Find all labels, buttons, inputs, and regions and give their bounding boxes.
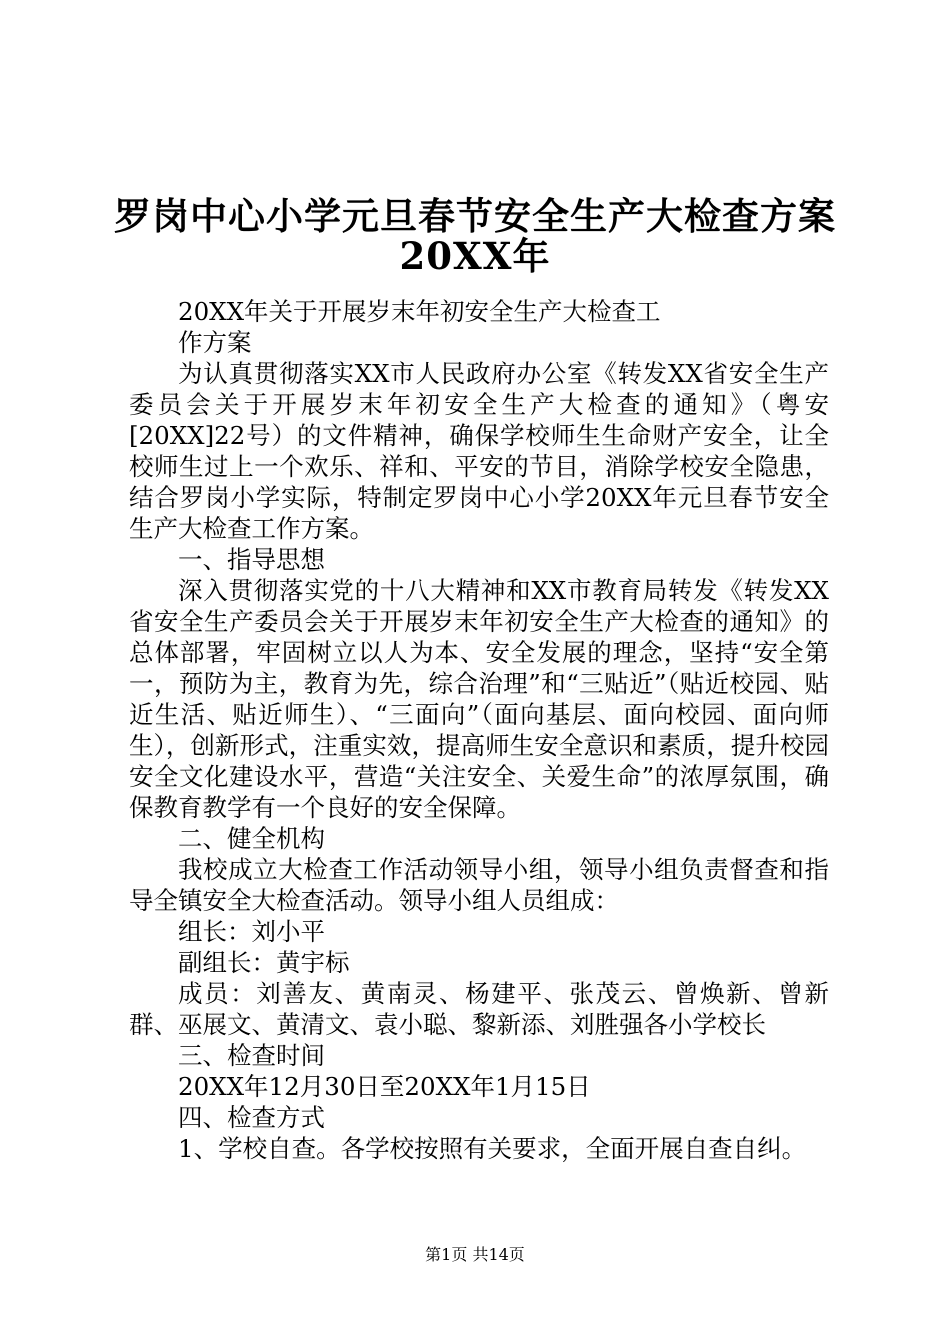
section-3-heading: 三、检查时间 [178, 1041, 325, 1070]
document-title-year: 20XX年 [399, 234, 551, 278]
section-2-heading: 二、健全机构 [178, 824, 325, 853]
document-title: 罗岗中心小学元旦春节安全生产大检查方案 [114, 194, 836, 238]
deputy-leader-line: 副组长：黄宇标 [178, 948, 350, 977]
section-1-paragraph: 深入贯彻落实党的十八大精神和XX市教育局转发《转发XX省安全生产委员会关于开展岁末年初安全生产大检查的通知》的总体部署，牢固树立以人为本、安全发展的理念，坚持“安全第一，预防为主，教育为先，综合治理”和“三贴近”（贴近校园、贴近生活、贴近师生）、“三面向”（面向基层、面向校园、面向师生），创新形式，注重实效，提高师生安全意识和素质，提升校园安全文化建设水平，营造“关注安全、关爱生命”的浓厚氛围，确保教育教学有一个良好的安全保障。 [129, 576, 829, 822]
page-number: 第1页 共14页 [425, 1245, 525, 1264]
subtitle-line-1: 20XX年关于开展岁末年初安全生产大检查工 [178, 297, 661, 326]
section-4-heading: 四、检查方式 [178, 1103, 325, 1132]
document-body [129, 296, 829, 1164]
members-paragraph: 成员：刘善友、黄南灵、杨建平、张茂云、曾焕新、曾新群、巫展文、黄清文、袁小聪、黎新添、刘胜强各小学校长 [129, 979, 829, 1039]
section-2-paragraph: 我校成立大检查工作活动领导小组，领导小组负责督查和指导全镇安全大检查活动。领导小组人员组成： [129, 855, 829, 915]
section-4-item-1: 1、学校自查。各学校按照有关要求，全面开展自查自纠。 [178, 1134, 807, 1163]
subtitle-line-2: 作方案 [178, 328, 252, 357]
section-3-body: 20XX年12月30日至20XX年1月15日 [178, 1072, 591, 1101]
section-1-heading: 一、指导思想 [178, 545, 325, 574]
leader-line: 组长：刘小平 [178, 917, 325, 946]
intro-paragraph: 为认真贯彻落实XX市人民政府办公室《转发XX省安全生产委员会关于开展岁末年初安全生产大检查的通知》（粤安[20XX]22号）的文件精神，确保学校师生生命财产安全，让全校师生过上一个欢乐、祥和、平安的节目，消除学校安全隐患，结合罗岗小学实际，特制定罗岗中心小学20XX年元旦春节安全生产大检查工作方案。 [129, 359, 829, 543]
